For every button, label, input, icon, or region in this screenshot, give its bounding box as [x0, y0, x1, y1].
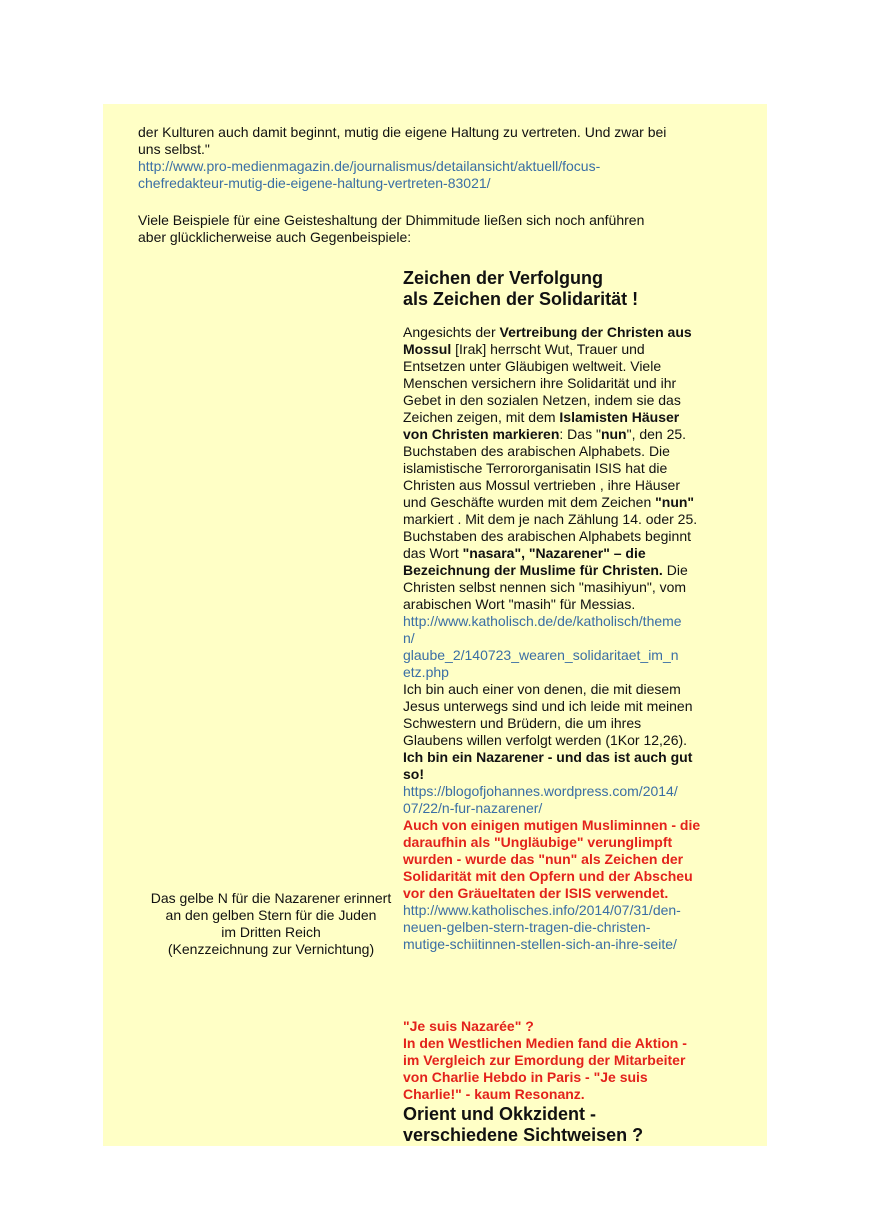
link-line: http://www.katholisch.de/de/katholisch/theme [403, 613, 682, 629]
heading-line: Orient und Okkzident - [403, 1104, 597, 1124]
text-run: Die Christen selbst nennen sich "masihiyun", vom arabischen Wort "masih" für Messias. [403, 562, 688, 612]
examples-paragraph [138, 212, 728, 246]
intro-line: uns selbst." [138, 141, 210, 157]
je-suis-line: "Je suis Nazarée" ? [403, 1018, 534, 1034]
link-line: https://blogofjohannes.wordpress.com/2014/ [403, 783, 678, 799]
text-run: Angesichts der [403, 324, 500, 340]
katholisches-info-link[interactable] [403, 902, 703, 953]
je-suis-line: In den Westlichen Medien fand die Aktion - im Vergleich zur Emordung der Mitarbeiter von Charlie Hebdo in Paris - "Je suis Charlie!" - kaum Resonanz. [403, 1035, 687, 1102]
examples-line: aber glücklicherweise auch Gegenbeispiele: [138, 229, 412, 245]
examples-line: Viele Beispiele für eine Geisteshaltung der Dhimmitude ließen sich noch anführen [138, 212, 645, 228]
caption-line: an den gelben Stern für die Juden [165, 907, 377, 923]
article-paragraph: Ich bin auch einer von denen, die mit diesem Jesus unterwegs sind und ich leide mit meinen Schwestern und Brüdern, die um ihres Glaubens willen verfolgt werden (1Kor 12,26). [403, 681, 693, 748]
bold-run: "nasara", "Nazarener" – die Bezeichnung der Muslime für Christen. [403, 545, 663, 578]
link-line: glaube_2/140723_wearen_solidaritaet_im_n [403, 647, 679, 663]
article-paragraph [403, 324, 703, 613]
heading-line: verschiedene Sichtweisen ? [403, 1125, 644, 1145]
link-line: http://www.katholisches.info/2014/07/31/den- [403, 902, 681, 918]
link-line: mutige-schiitinnen-stellen-sich-an-ihre-seite/ [403, 936, 677, 952]
heading-line: als Zeichen der Solidarität ! [403, 289, 639, 309]
intro-paragraph [138, 124, 728, 192]
bold-run: Vertreibung der Christen aus Mossul [403, 324, 692, 357]
muslim-women-paragraph: Auch von einigen mutigen Musliminnen - die daraufhin als "Ungläubige" verunglimpft wurden - wurde das "nun" als Zeichen der Solidarität mit den Opfern und der Abscheu vor den Gräueltaten der ISIS verwendet. [403, 817, 701, 901]
section-heading-orient [403, 1104, 703, 1146]
link-line: neuen-gelben-stern-tragen-die-christen- [403, 919, 651, 935]
katholisch-de-link[interactable] [403, 613, 703, 681]
link-line: n/ [403, 630, 415, 646]
pro-medienmagazin-link[interactable] [138, 158, 728, 192]
section-heading-verfolgung [403, 268, 703, 310]
text-run: markiert . Mit dem je nach Zählung 14. oder 25. Buchstaben des arabischen Alphabets beginnt das Wort [403, 511, 698, 561]
text-run: : Das " [559, 426, 601, 442]
heading-line: Zeichen der Verfolgung [403, 268, 604, 288]
article-body [403, 324, 703, 953]
link-line: chefredakteur-mutig-die-eigene-haltung-vertreten-83021/ [138, 175, 491, 191]
caption-line: Das gelbe N für die Nazarener erinnert [150, 890, 392, 906]
text-run: ", den 25. Buchstaben des arabischen Alphabets. Die islamistische Terrororganisatin ISIS hat die Christen aus Mossul vertrieben , ihre Häuser und Geschäfte wurden mit dem Zeichen [403, 426, 687, 510]
caption-line: (Kenzzeichnung zur Vernichtung) [167, 941, 375, 957]
caption-line: im Dritten Reich [221, 924, 321, 940]
bold-run: "nun" [655, 494, 695, 510]
je-suis-nazaree-paragraph [403, 1018, 703, 1103]
intro-line: der Kulturen auch damit beginnt, mutig die eigene Haltung zu vertreten. Und zwar bei [138, 124, 667, 140]
text-run: [Irak] herrscht Wut, Trauer und Entsetzen unter Gläubigen weltweit. Viele Menschen versichern ihre Solidarität und ihr Gebet in den sozialen Netzen, indem sie das Zeichen zeigen, mit dem [403, 341, 681, 425]
blogofjohannes-link[interactable] [403, 783, 703, 817]
nazarener-statement: Ich bin ein Nazarener - und das ist auch gut so! [403, 749, 693, 782]
bold-run: nun [600, 426, 627, 442]
bold-run: Islamisten Häuser von Christen markieren [403, 409, 680, 442]
link-line: etz.php [403, 664, 449, 680]
link-line: http://www.pro-medienmagazin.de/journalismus/detailansicht/aktuell/focus- [138, 158, 601, 174]
link-line: 07/22/n-fur-nazarener/ [403, 800, 543, 816]
image-caption [140, 890, 402, 958]
